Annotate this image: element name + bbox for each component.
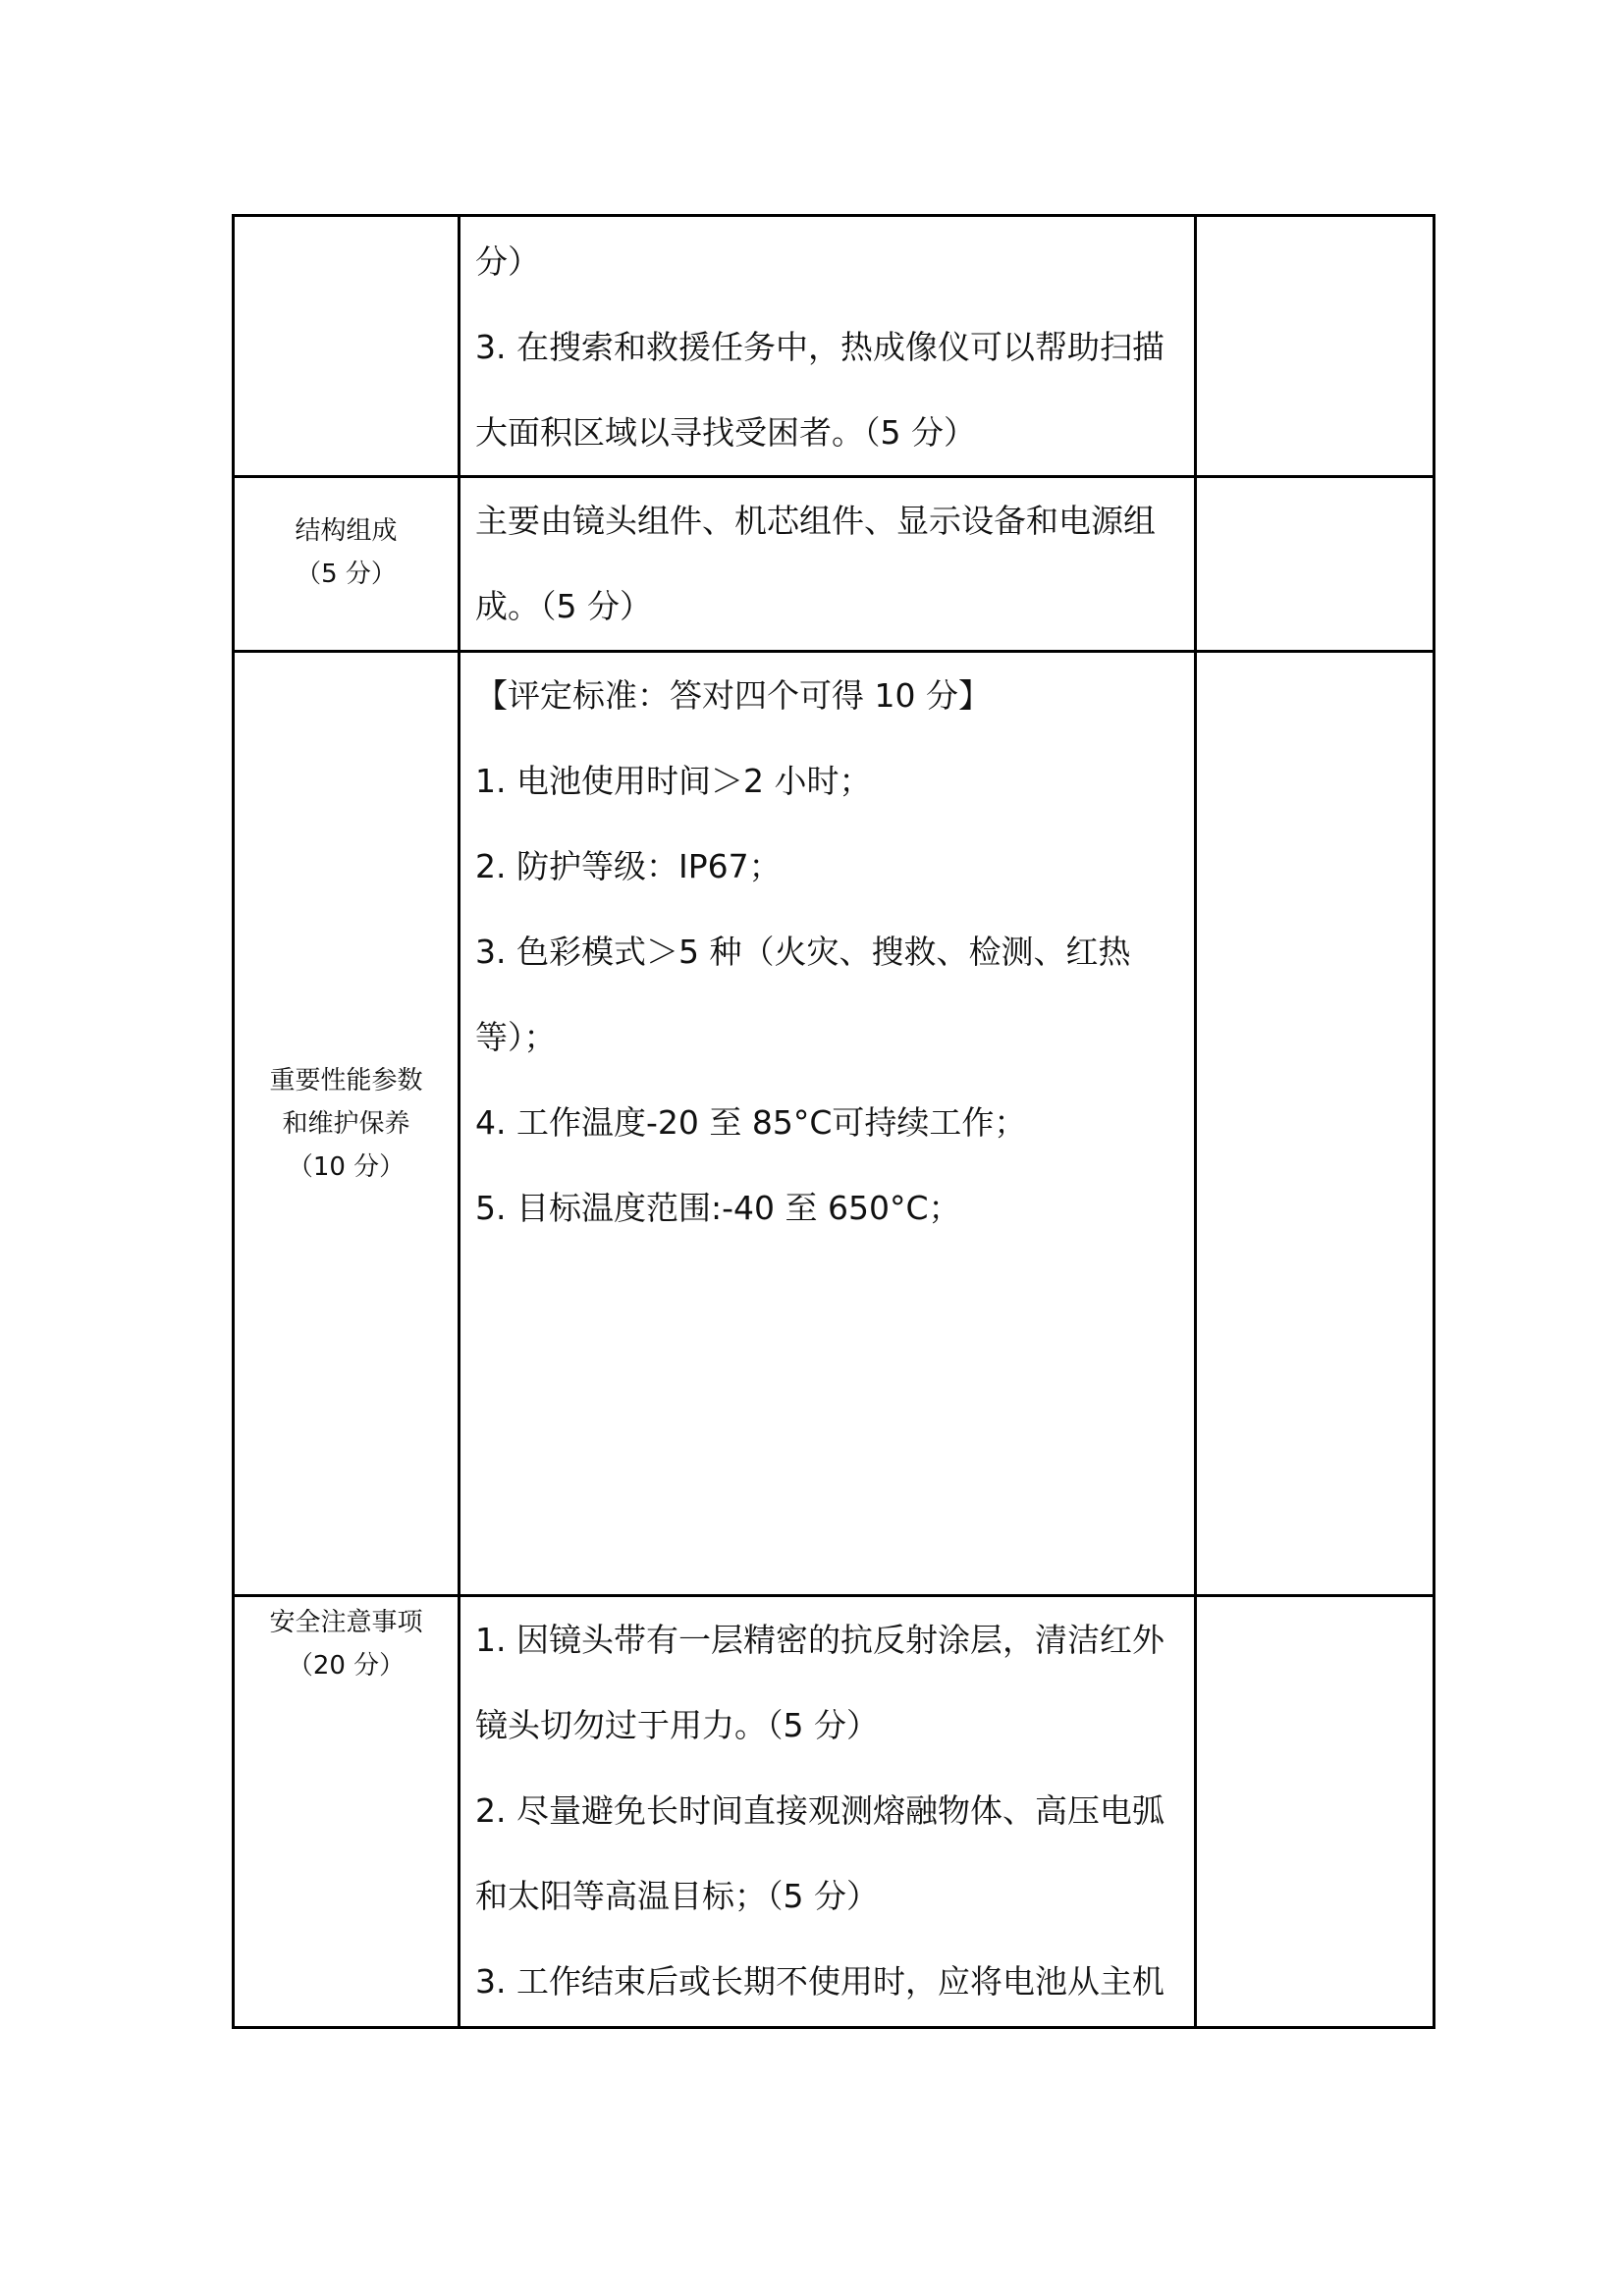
content-line: 等）； [475, 1018, 557, 1056]
row-label-cell [234, 1596, 460, 2028]
content-line: 4. 工作温度-20 至 85°C可持续工作； [475, 1103, 1027, 1142]
content-line: 3. 工作结束后或长期不使用时，应将电池从主机 [475, 1962, 1164, 2001]
content-line: 3. 色彩模式＞5 种（火灾、搜救、检测、红热 [475, 933, 1131, 971]
row-label-cell [234, 477, 460, 652]
content-line: 2. 尽量避免长时间直接观测熔融物体、高压电弧 [475, 1791, 1164, 1830]
row-content-cell [460, 652, 1196, 1596]
row-content-cell [460, 1596, 1196, 2028]
content-line: 1. 电池使用时间＞2 小时； [475, 762, 872, 800]
table-row [234, 652, 1435, 1596]
content-line: 5. 目标温度范围:-40 至 650°C； [475, 1189, 961, 1227]
row-label: 安全注意事项 [269, 1608, 423, 1637]
row-content-cell [460, 477, 1196, 652]
row-score-cell [1196, 652, 1435, 1596]
row-score-cell [1196, 216, 1435, 477]
row-score-cell [1196, 1596, 1435, 2028]
table-row [234, 477, 1435, 652]
content-line: 镜头切勿过于用力。（5 分） [475, 1706, 879, 1744]
content-line: 3. 在搜索和救援任务中，热成像仪可以帮助扫描 [475, 328, 1164, 366]
row-score-cell [1196, 477, 1435, 652]
table-row [234, 216, 1435, 477]
content-line: 主要由镜头组件、机芯组件、显示设备和电源组 [475, 502, 1156, 540]
content-line: 分） [475, 242, 540, 281]
content-line: 成。（5 分） [475, 587, 652, 625]
row-label-cell [234, 216, 460, 477]
score-table [232, 214, 1435, 2029]
content-line: 2. 防护等级：IP67； [475, 847, 782, 885]
content-line: 大面积区域以寻找受困者。（5 分） [475, 413, 976, 452]
content-line: 【评定标准：答对四个可得 10 分】 [475, 676, 991, 715]
row-label: 和维护保养 [282, 1108, 410, 1139]
row-label: （20 分） [287, 1651, 406, 1681]
row-label: 重要性能参数 [269, 1065, 423, 1095]
row-label: （10 分） [287, 1151, 406, 1182]
table-row [234, 1596, 1435, 2028]
content-line: 和太阳等高温目标；（5 分） [475, 1877, 879, 1915]
content-line: 1. 因镜头带有一层精密的抗反射涂层，清洁红外 [475, 1621, 1164, 1659]
row-label-cell [234, 652, 460, 1596]
row-label: 结构组成 [295, 516, 398, 546]
row-label: （5 分） [296, 560, 397, 589]
row-content-cell [460, 216, 1196, 477]
